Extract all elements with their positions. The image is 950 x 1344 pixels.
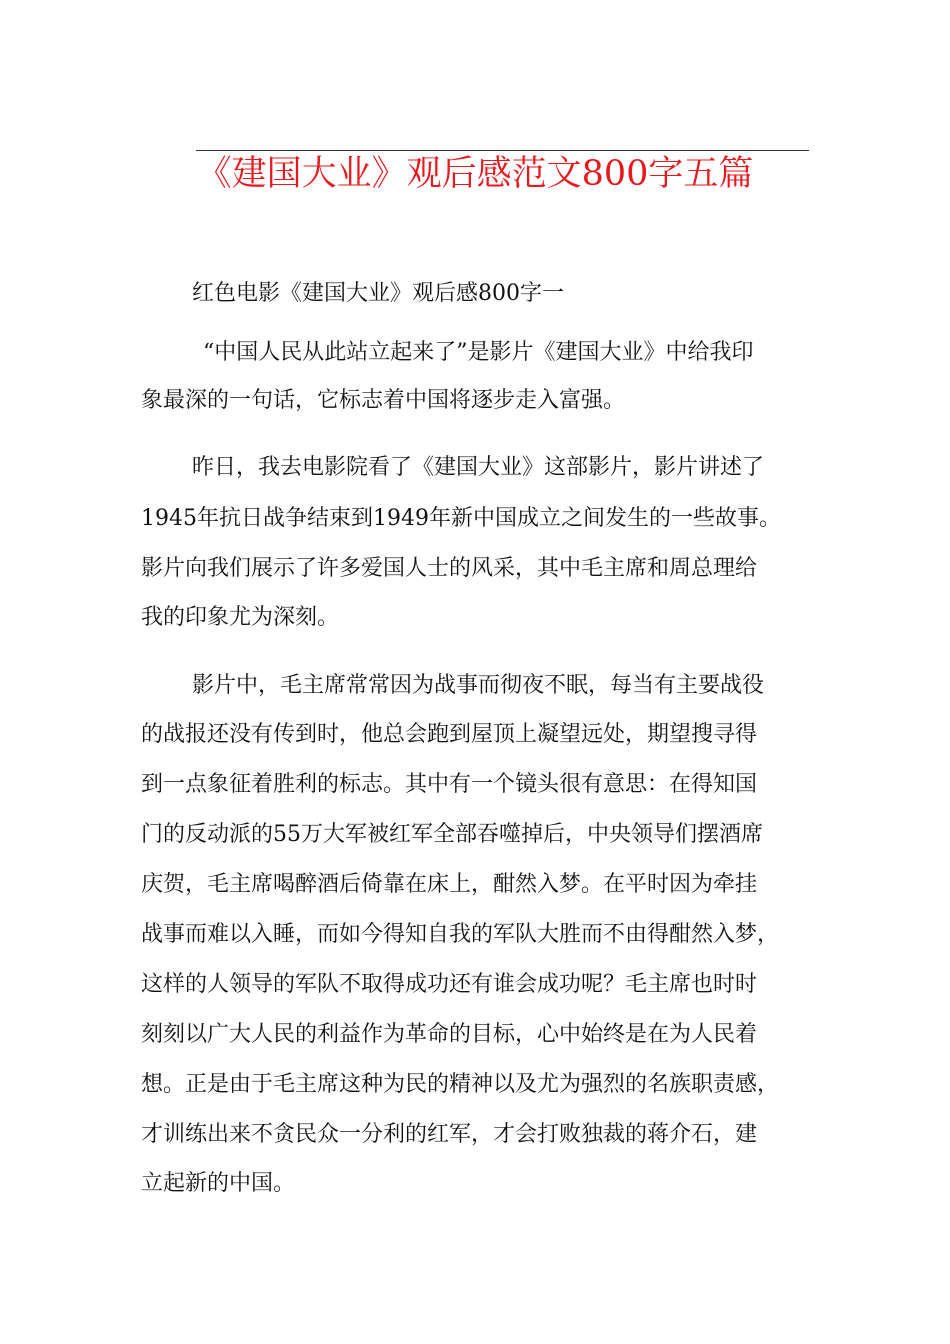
paragraph-1-line-2: 象最深的一句话，它标志着中国将逐步走入富强。	[141, 388, 626, 413]
paragraph-2-line-3: 影片向我们展示了许多爱国人士的风采，其中毛主席和周总理给	[141, 556, 758, 581]
paragraph-2-line-2: 1945年抗日战争结束到1949年新中国成立之间发生的一些故事。	[141, 506, 781, 531]
paragraph-3-line-9: 想。正是由于毛主席这种为民的精神以及尤为强烈的名族职责感，	[141, 1072, 780, 1097]
paragraph-3-line-11: 立起新的中国。	[141, 1171, 296, 1196]
paragraph-2-line-1: 昨日，我去电影院看了《建国大业》这部影片，影片讲述了	[192, 455, 765, 480]
paragraph-3-line-2: 的战报还没有传到时，他总会跑到屋顶上凝望远处，期望搜寻得	[141, 722, 758, 747]
paragraph-3-line-3: 到一点象征着胜利的标志。其中有一个镜头很有意思：在得知国	[141, 772, 758, 797]
paragraph-3-line-7: 这样的人领导的军队不取得成功还有谁会成功呢？毛主席也时时	[141, 972, 758, 997]
paragraph-2-line-4: 我的印象尤为深刻。	[141, 605, 340, 630]
paragraph-3-line-10: 才训练出来不贪民众一分利的红军，才会打败独裁的蒋介石，建	[141, 1122, 758, 1147]
paragraph-3-line-4: 门的反动派的55万大军被红军全部吞噬掉后，中央领导们摆酒席	[141, 822, 763, 847]
paragraph-3-line-6: 战事而难以入睡，而如今得知自我的军队大胜而不由得酣然入梦，	[141, 922, 780, 947]
paragraph-3-line-5: 庆贺，毛主席喝醉酒后倚靠在床上，酣然入梦。在平时因为牵挂	[141, 872, 758, 897]
document-title: 《建国大业》观后感范文800字五篇	[196, 154, 754, 194]
paragraph-1-line-1: “中国人民从此站立起来了”是影片《建国大业》中给我印	[203, 340, 754, 365]
paragraph-3-line-1: 影片中，毛主席常常因为战事而彻夜不眠，每当有主要战役	[192, 673, 765, 698]
subtitle: 红色电影《建国大业》观后感800字一	[192, 281, 564, 306]
paragraph-3-line-8: 刻刻以广大人民的利益作为革命的目标，心中始终是在为人民着	[141, 1022, 758, 1047]
